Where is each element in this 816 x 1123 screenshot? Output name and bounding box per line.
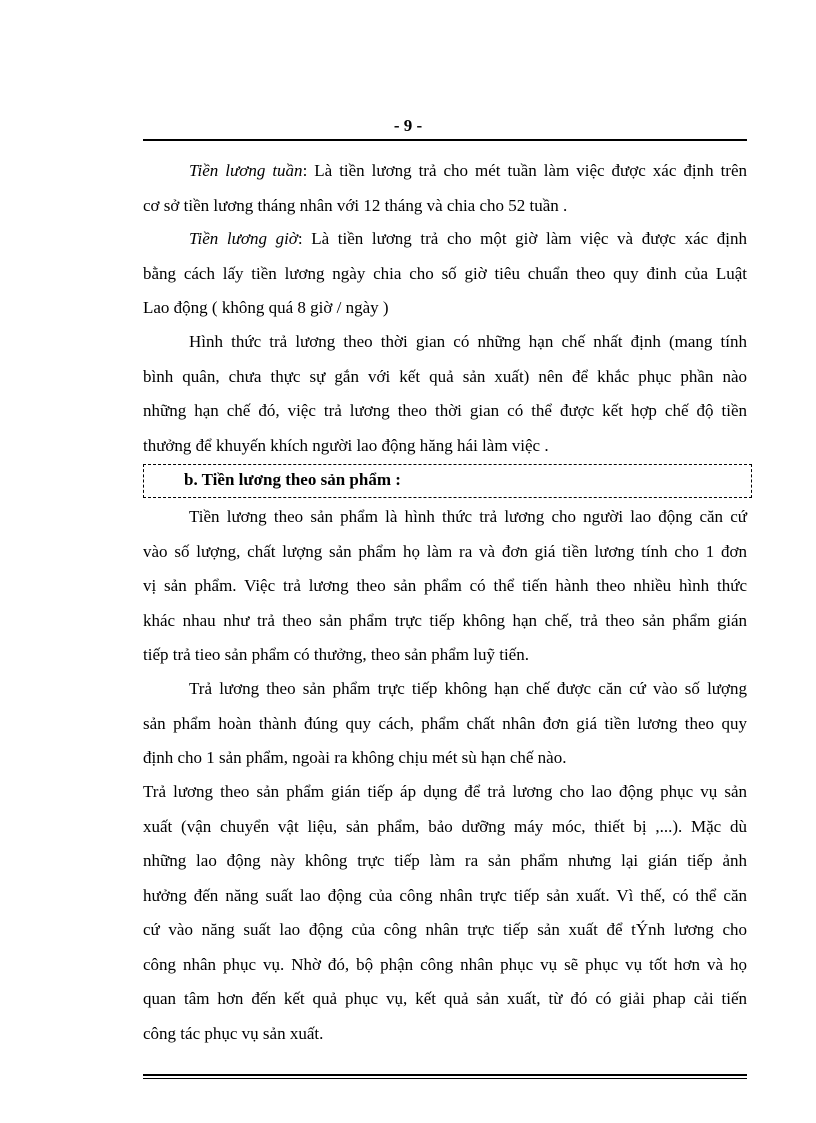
text-line: công tác phục vụ sản xuất. [143, 1023, 324, 1043]
term-weekly-wage: Tiền lương tuần [189, 161, 303, 180]
text-line: bằng cách lấy tiền lương ngày chia cho số giờ tiêu chuẩn theo quy đinh của Luật [143, 263, 747, 283]
text-line: xuất (vận chuyển vật liệu, sản phẩm, bảo dưỡng máy móc, thiết bị ,...). Mặc dù [143, 816, 747, 836]
section-heading: b. Tiền lương theo sản phẩm : [184, 470, 401, 489]
text-line [143, 222, 747, 257]
term-hourly-wage: Tiền lương giờ [189, 229, 298, 248]
header-rule [143, 139, 747, 141]
text-line: Lao động ( không quá 8 giờ / ngày ) [143, 298, 389, 317]
text-line: bình quân, chưa thực sự gắn với kết quả sản xuất) nên để khắc phục phần nào [143, 366, 747, 386]
text-line: tiếp trả tieo sản phẩm có thưởng, theo sản phẩm luỹ tiến. [143, 645, 529, 664]
text-line: vị sản phẩm. Việc trả lương theo sản phẩm có thể tiến hành theo nhiều hình thức [143, 576, 747, 595]
text-fragment: : Là tiền lương trả cho mét tuần làm việc được xác định trên [302, 161, 748, 180]
text-line: hưởng đến năng suất lao động của công nhân trực tiếp sản xuất. Vì thế, có thể căn [143, 885, 747, 905]
text-line: cứ vào năng suất lao động của công nhân trực tiếp sản xuất để tÝnh lương cho [143, 920, 747, 939]
text-line: công nhân phục vụ. Nhờ đó, bộ phận công nhân phục vụ sẽ phục vụ tốt hơn và họ [143, 954, 747, 974]
paragraph-hourly-wage [143, 222, 747, 326]
text-line: vào số lượng, chất lượng sản phẩm họ làm ra và đơn giá tiền lương tính cho 1 đơn [143, 541, 747, 561]
footer-rule-thin [143, 1078, 747, 1079]
text-line: định cho 1 sản phẩm, ngoài ra không chịu mét sù hạn chế nào. [143, 748, 567, 767]
paragraph-weekly-wage [143, 154, 747, 223]
text-line: Tiền lương theo sản phẩm là hình thức trả lương cho người lao động căn cứ [189, 507, 747, 526]
text-line: những hạn chế đó, việc trả lương theo thời gian có thể được kết hợp chế độ tiền [143, 401, 747, 420]
paragraph-piece-rate-intro [143, 500, 747, 673]
text-line: thưởng để khuyến khích người lao động hăng hái làm việc . [143, 435, 549, 455]
text-line: cơ sở tiền lương tháng nhân với 12 tháng và chia cho 52 tuần . [143, 195, 568, 215]
text-line: những lao động này không trực tiếp làm ra sản phẩm nhưng lại gián tiếp ảnh [143, 851, 747, 870]
text-line: quan tâm hơn đến kết quả phục vụ, kết quả sản xuất, từ đó có giải phap cải tiến [143, 989, 747, 1008]
paragraph-indirect-piece-rate [143, 775, 747, 1051]
text-line: Hình thức trả lương theo thời gian có những hạn chế nhất định (mang tính [189, 332, 747, 351]
text-fragment: : Là tiền lương trả cho một giờ làm việc và được xác định [297, 229, 747, 248]
text-line: sản phẩm hoàn thành đúng quy cách, phẩm chất nhân đơn giá tiền lương theo quy [143, 713, 747, 733]
footer-rule [143, 1074, 747, 1076]
paragraph-direct-piece-rate [143, 672, 747, 776]
text-line: khác nhau như trả theo sản phẩm trực tiếp không hạn chế, trả theo sản phẩm gián [143, 610, 747, 630]
text-line: Trả lương theo sản phẩm trực tiếp không hạn chế được căn cứ vào số lượng [189, 679, 747, 698]
text-line: Trả lương theo sản phẩm gián tiếp áp dụng để trả lương cho lao động phục vụ sản [143, 782, 747, 801]
paragraph-time-based-limits [143, 325, 747, 463]
text-line [143, 154, 747, 189]
page-number: - 9 - [393, 116, 423, 135]
